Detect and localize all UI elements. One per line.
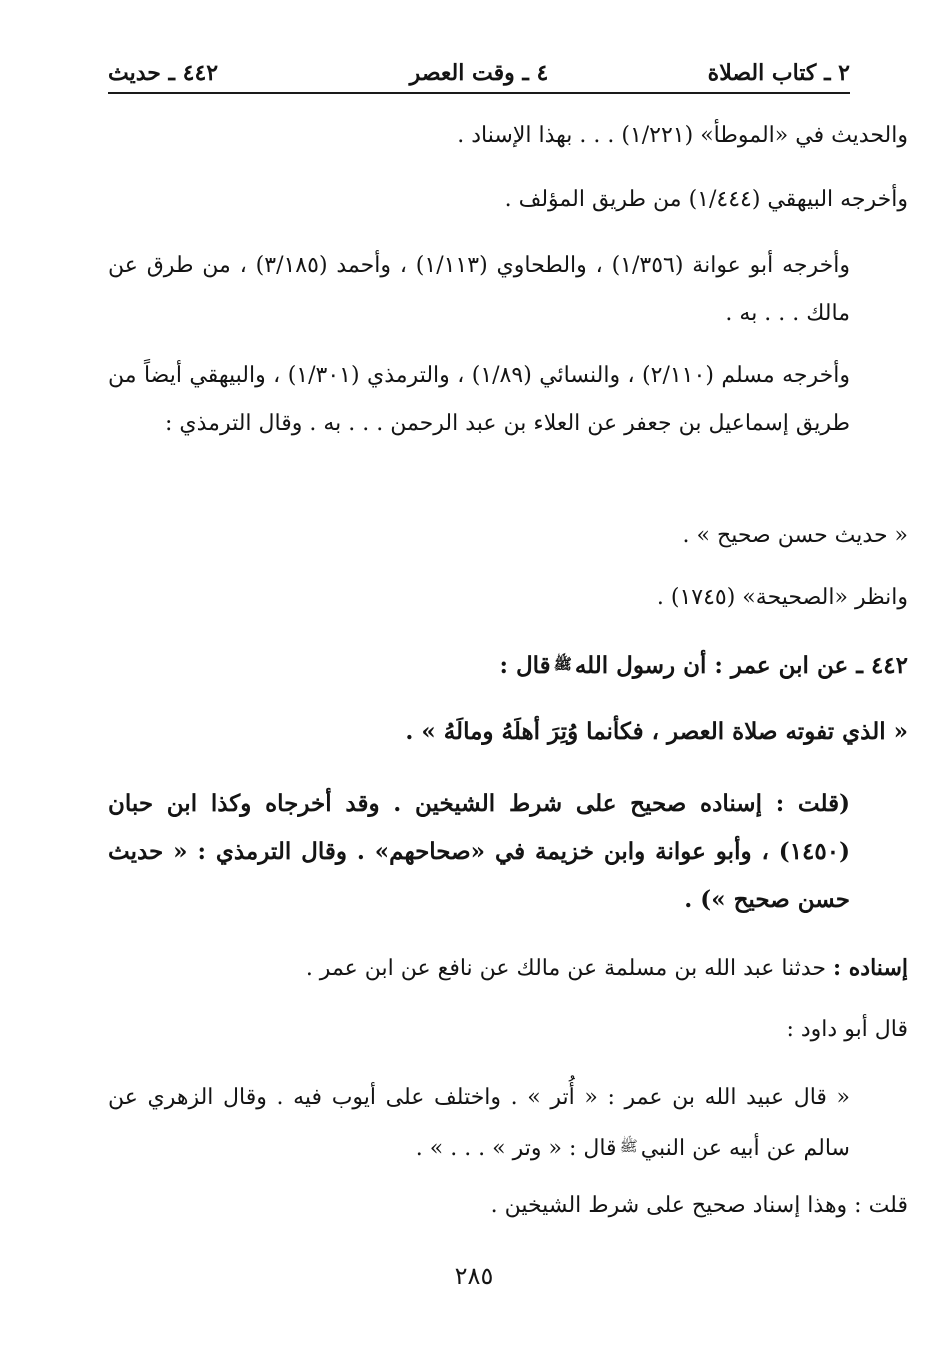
abu-dawud-said: قال أبو داود :: [786, 1017, 908, 1042]
page-number: ٢٨٥: [454, 1262, 494, 1290]
honorific-salawat-2: ﷺ: [619, 1137, 638, 1155]
abu-dawud-quote: [108, 1074, 850, 1173]
final-verdict: قلت : وهذا إسناد صحيح على شرط الشيخين .: [490, 1193, 908, 1218]
paragraph-tirmidhi-quote: « حديث حسن صحيح » .: [682, 523, 908, 548]
honorific-salawat: ﷺ: [553, 655, 572, 673]
isnad-text: حدثنا عبد الله بن مسلمة عن مالك عن نافع عن ابن عمر .: [305, 956, 826, 981]
hadith-text: « الذي تفوته صلاة العصر ، فكأنما وُتِرَ أهلَهُ ومالَهُ » .: [405, 718, 908, 745]
paragraph-muslim: وأخرجه مسلم (٢/١١٠) ، والنسائي (١/٨٩) ، والترمذي (١/٣٠١) ، والبيهقي أيضاً من طريق إسماعيل بن جعفر عن العلاء بن عبد الرحمن . . . به . وقال الترمذي :: [108, 363, 850, 436]
paragraph-muwatta: والحديث في «الموطأ» (١/٢٢١) . . . بهذا الإسناد .: [457, 123, 908, 148]
header-hadith-number: ٤٤٢ ـ حديث: [108, 60, 219, 86]
paragraph-abu-awana: وأخرجه أبو عوانة (١/٣٥٦) ، والطحاوي (١/١١٣) ، وأحمد (٣/١٨٥) ، من طرق عن مالك . . . به .: [108, 253, 850, 326]
hadith-heading: [206, 640, 908, 690]
hadith-heading-said: قال :: [499, 652, 551, 679]
paragraph-bayhaqi: وأخرجه البيهقي (١/٤٤٤) من طريق المؤلف .: [504, 187, 908, 212]
abu-dawud-quote-end: قال : « وتر » . . . » .: [415, 1136, 617, 1161]
abu-dawud-quote-text: « قال عبيد الله بن عمر : « أُتر » . واختلف على أيوب فيه . وقال الزهري عن سالم عن أبيه عن النبي: [108, 1085, 850, 1161]
paragraph-sahiha-ref: وانظر «الصحيحة» (١٧٤٥) .: [656, 585, 908, 610]
header-chapter-title: ٤ ـ وقت العصر: [409, 60, 549, 86]
running-header: [108, 56, 850, 94]
header-book-title: ٢ ـ كتاب الصلاة: [707, 60, 850, 86]
verdict-paragraph: (قلت : إسناده صحيح على شرط الشيخين . وقد أخرجاه وكذا ابن حبان (١٤٥٠) ، وأبو عوانة وابن خزيمة في «صحاحهم» . وقال الترمذي : « حديث حسن صحيح ») .: [108, 790, 850, 913]
hadith-heading-text: ٤٤٢ ـ عن ابن عمر : أن رسول الله: [574, 652, 908, 679]
isnad-label: إسناده :: [833, 955, 908, 981]
isnad-paragraph: [206, 944, 908, 993]
